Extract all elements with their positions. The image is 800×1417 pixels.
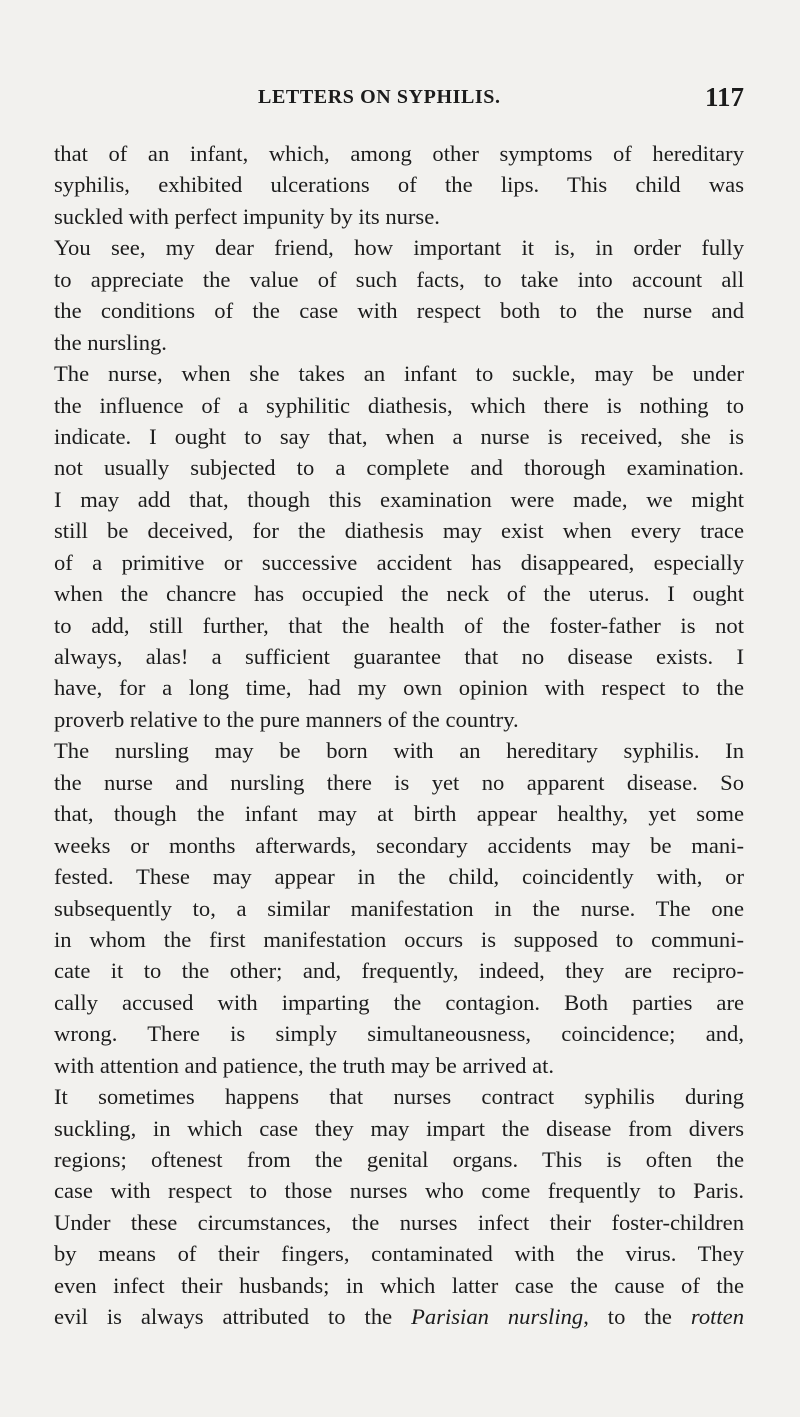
text-line: indicate. I ought to say that, when a nurse is received, she is bbox=[54, 423, 744, 449]
text-line: cally accused with imparting the contagion. Both parties are bbox=[54, 989, 744, 1015]
text-line: always, alas! a sufficient guarantee that no disease exists. I bbox=[54, 644, 744, 669]
text-line: not usually subjected to a complete and thorough examination. bbox=[54, 455, 744, 481]
text-line: wrong. There is simply simultaneousness, coincidence; and, bbox=[54, 1021, 744, 1047]
text-line: I may add that, though this examination were made, we might bbox=[54, 486, 744, 512]
text-line: have, for a long time, had my own opinion with respect to the bbox=[54, 675, 744, 701]
text-line: with attention and patience, the truth may be arrived at. bbox=[54, 1052, 555, 1078]
text-line: fested. These may appear in the child, coincidently with, or bbox=[54, 864, 744, 890]
text-line: It sometimes happens that nurses contract syphilis during bbox=[54, 1084, 744, 1110]
text-line: by means of their fingers, contaminated with the virus. They bbox=[54, 1241, 744, 1267]
text-line: subsequently to, a similar manifestation in the nurse. The one bbox=[54, 895, 744, 921]
text-line: in whom the first manifestation occurs is supposed to communi- bbox=[54, 926, 744, 952]
text-line: still be deceived, for the diathesis may exist when every trace bbox=[54, 518, 744, 544]
italic-phrase: Parisian nursling bbox=[411, 1304, 584, 1330]
text-line-final bbox=[54, 1301, 744, 1332]
text-line: the conditions of the case with respect both to the nurse and bbox=[54, 298, 744, 324]
text-line: The nurse, when she takes an infant to suckle, may be under bbox=[54, 361, 744, 387]
text-line: to appreciate the value of such facts, to take into account all bbox=[54, 266, 744, 292]
text-line: case with respect to those nurses who come frequently to Paris. bbox=[54, 1178, 744, 1204]
page-number: 117 bbox=[704, 82, 744, 112]
text-line: syphilis, exhibited ulcerations of the lips. This child was bbox=[54, 172, 744, 198]
text-line: regions; oftenest from the genital organs. This is often the bbox=[54, 1147, 744, 1172]
body-text bbox=[54, 138, 744, 1333]
text-line: proverb relative to the pure manners of the country. bbox=[54, 706, 519, 732]
text-line: The nursling may be born with an hereditary syphilis. In bbox=[54, 738, 744, 764]
text-line: even infect their husbands; in which latter case the cause of the bbox=[54, 1272, 744, 1298]
text-line: You see, my dear friend, how important it is, in order fully bbox=[54, 235, 744, 261]
text-line: the influence of a syphilitic diathesis, which there is nothing to bbox=[54, 392, 744, 418]
text-line: suckling, in which case they may impart the disease from divers bbox=[54, 1115, 744, 1141]
text-line: weeks or months afterwards, secondary accidents may be mani- bbox=[54, 832, 744, 858]
text-line: when the chancre has occupied the neck of the uterus. I ought bbox=[54, 581, 744, 607]
text-line: suckled with perfect impunity by its nurse. bbox=[54, 203, 440, 229]
running-head bbox=[258, 82, 744, 116]
text-line: of a primitive or successive accident has disappeared, especially bbox=[54, 549, 744, 575]
text-run: , to the bbox=[583, 1304, 691, 1330]
text-line: Under these circumstances, the nurses infect their foster-children bbox=[54, 1209, 744, 1235]
italic-phrase: rotten bbox=[690, 1304, 744, 1330]
text-run: evil is always attributed to the bbox=[54, 1304, 412, 1330]
text-line: the nursling. bbox=[54, 329, 167, 355]
text-line: that of an infant, which, among other symptoms of hereditary bbox=[54, 141, 744, 166]
text-line: cate it to the other; and, frequently, indeed, they are recipro- bbox=[54, 958, 744, 984]
text-line: the nurse and nursling there is yet no apparent disease. So bbox=[54, 769, 744, 795]
text-line: to add, still further, that the health of the foster-father is not bbox=[54, 612, 744, 638]
text-line: that, though the infant may at birth appear healthy, yet some bbox=[54, 801, 744, 827]
running-title: LETTERS ON SYPHILIS. bbox=[258, 86, 501, 108]
